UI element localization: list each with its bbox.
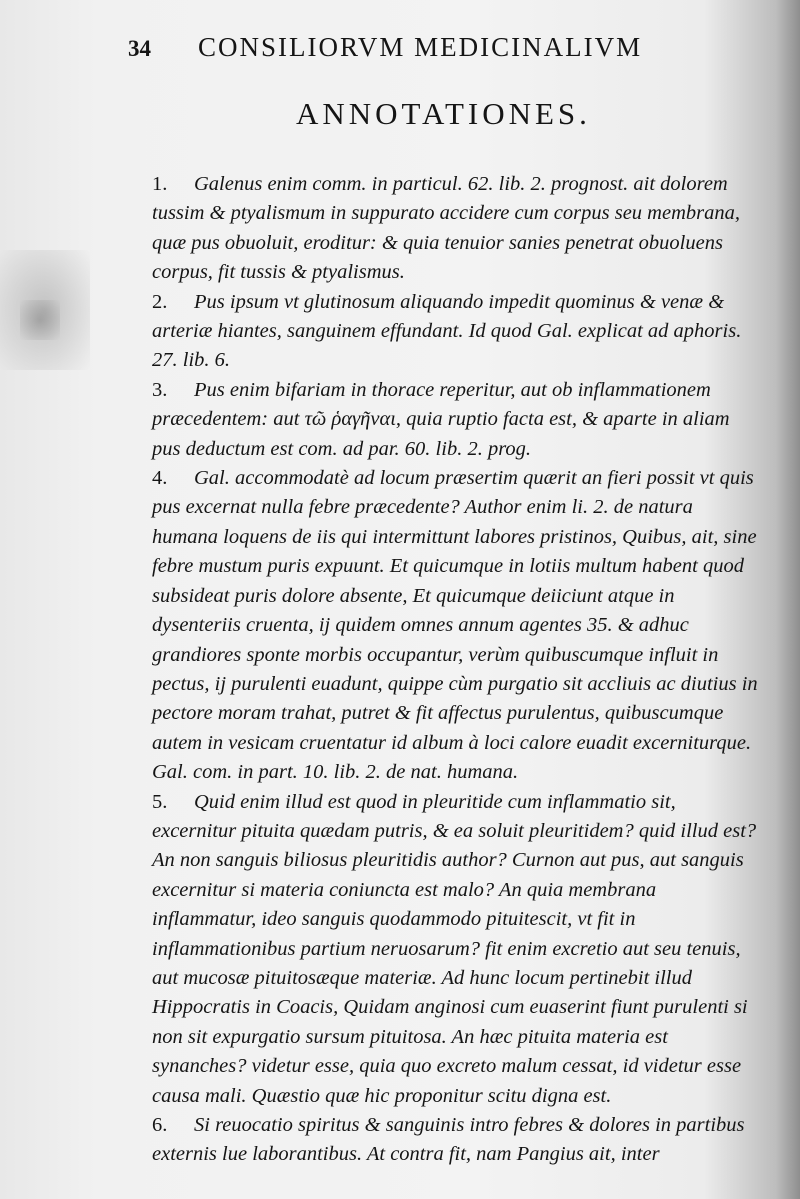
note-text: Gal. accommodatè ad locum præsertim quærit an fieri possit vt quis pus excernat nulla febre præcedente? Author enim li. 2. de natura humana loquens de iis qui intermittunt labores pristinos, Quibus, ait, sine febre mustum puris expuunt. Et quicumque in lotiis multum habent quod subsideat puris dolore absente, Et quicumque deiiciunt atque in dysenteriis cruenta, ij quidem omnes annum agentes 35. & adhuc grandiores sponte morbis occupantur, verùm quibuscumque influit in pectus, ij purulenti euadunt, quippe cùm purgatio sit accliuis ac diutius in pectore moram trahat, putret & fit affectus purulentus, quibuscumque autem in vesicam cruentatur id album à loci calore euadit excerniturque. Gal. com. in part. 10. lib. 2. de nat. humana. — [152, 467, 758, 784]
annotations-body — [152, 170, 762, 1170]
annotation-note — [152, 788, 762, 1111]
note-number: 2. — [152, 290, 168, 313]
note-number: 3. — [152, 378, 168, 401]
running-head-title: CONSILIORVM MEDICINALIVM — [198, 32, 643, 62]
page-stain — [20, 300, 60, 340]
note-number: 4. — [152, 467, 168, 490]
running-head — [128, 30, 728, 70]
page-number: 34 — [128, 36, 151, 61]
note-text: Pus ipsum vt glutinosum aliquando impedit quominus & venæ & arteriæ hiantes, sanguinem effundant. Id quod Gal. explicat ad aphoris. 27. lib. 6. — [152, 290, 742, 372]
note-text: Quid enim illud est quod in pleuritide cum inflammatio sit, excernitur pituita quædam putris, & ea soluit pleuritidem? quid illud est? An non sanguis biliosus pleuritidis author? Curnon aut pus, aut sanguis excernitur si materia coniuncta est malo? An quia membrana inflammatur, ideo sanguis quodammodo pituitescit, vt fit in inflammationibus partium neruosarum? fit enim excretio aut seu tenuis, aut mucosæ pituitosæque materiæ. Ad hunc locum pertinebit illud Hippocratis in Coacis, Quidam anginosi cum euaserint fiunt purulenti si non sit expurgatio sursum pituitosa. An hæc pituita materia est synanches? videtur esse, quia quo excreto malum cessat, id videtur esse causa mali. Quæstio quæ hic proponitur scitu digna est. — [152, 790, 757, 1107]
annotation-note — [152, 464, 762, 787]
note-number: 1. — [152, 173, 168, 195]
note-text: Si reuocatio spiritus & sanguinis intro febres & dolores in partibus externis lue laborantibus. At contra fit, nam Pangius ait, inter — [152, 1114, 745, 1166]
note-number: 5. — [152, 790, 168, 813]
annotation-note — [152, 1111, 762, 1170]
section-title: ANNOTATIONES. — [296, 96, 591, 131]
annotation-note — [152, 288, 762, 376]
annotation-note — [152, 376, 762, 464]
note-number: 6. — [152, 1114, 168, 1136]
note-text: Pus enim bifariam in thorace reperitur, aut ob inflammationem præcedentem: aut τῶ ῥαγῆναι, quia ruptio facta est, & aparte in aliam pus deductum est com. ad par. 60. lib. 2. prog. — [152, 378, 730, 460]
annotation-note — [152, 170, 762, 288]
note-text: Galenus enim comm. in particul. 62. lib. 2. prognost. ait dolorem tussim & ptyalismum in suppurato accidere cum corpus seu membrana, quæ pus obuoluit, eroditur: & quia tenuior sanies penetrat obuoluens corpus, fit tussis & ptyalismus. — [152, 173, 740, 284]
